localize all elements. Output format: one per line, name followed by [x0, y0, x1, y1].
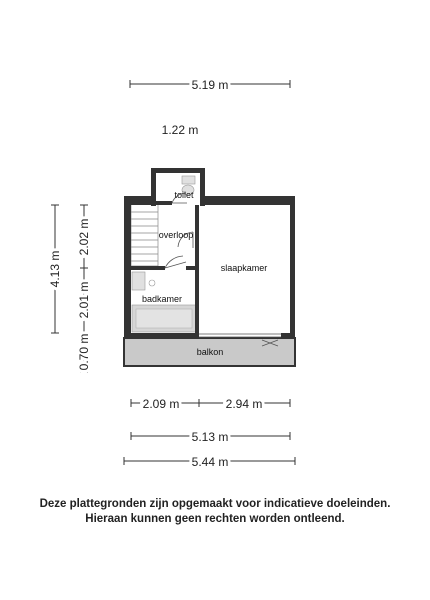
dimension-bottom-mid-label: 5.13 m — [191, 430, 229, 444]
room-label-toilet: toilet — [174, 190, 194, 200]
dimension-lower-label: 0.70 m — [77, 333, 91, 371]
dimension-top-label: 5.19 m — [191, 78, 229, 92]
dimension-bottom-right-label: 2.94 m — [225, 397, 263, 411]
room-label-overloop: overloop — [158, 230, 194, 240]
stairs — [131, 205, 158, 266]
disclaimer-line-1: Deze plattegronden zijn opgemaakt voor indicatieve doeleinden. — [39, 498, 391, 510]
room-label-slaapkamer: slaapkamer — [220, 263, 268, 273]
dimension-middle-label: 2.01 m — [77, 281, 91, 319]
dimension-left-total-label: 4.13 m — [48, 250, 62, 288]
room-label-badkamer: badkamer — [141, 294, 183, 304]
washbasin — [132, 272, 145, 290]
dimension-bottom-left-label: 2.09 m — [142, 397, 180, 411]
dimension-upper-label: 2.02 m — [77, 218, 91, 256]
disclaimer-line-2: Hieraan kunnen geen rechten worden ontleend. — [85, 513, 345, 525]
bathtub-inner — [136, 309, 192, 328]
shower-drain — [149, 280, 155, 286]
disclaimer — [0, 497, 430, 527]
dimension-bottom-total-label: 5.44 m — [191, 455, 229, 469]
room-label-balkon: balkon — [196, 347, 224, 357]
dimension-toilet-label: 1.22 m — [161, 123, 199, 137]
